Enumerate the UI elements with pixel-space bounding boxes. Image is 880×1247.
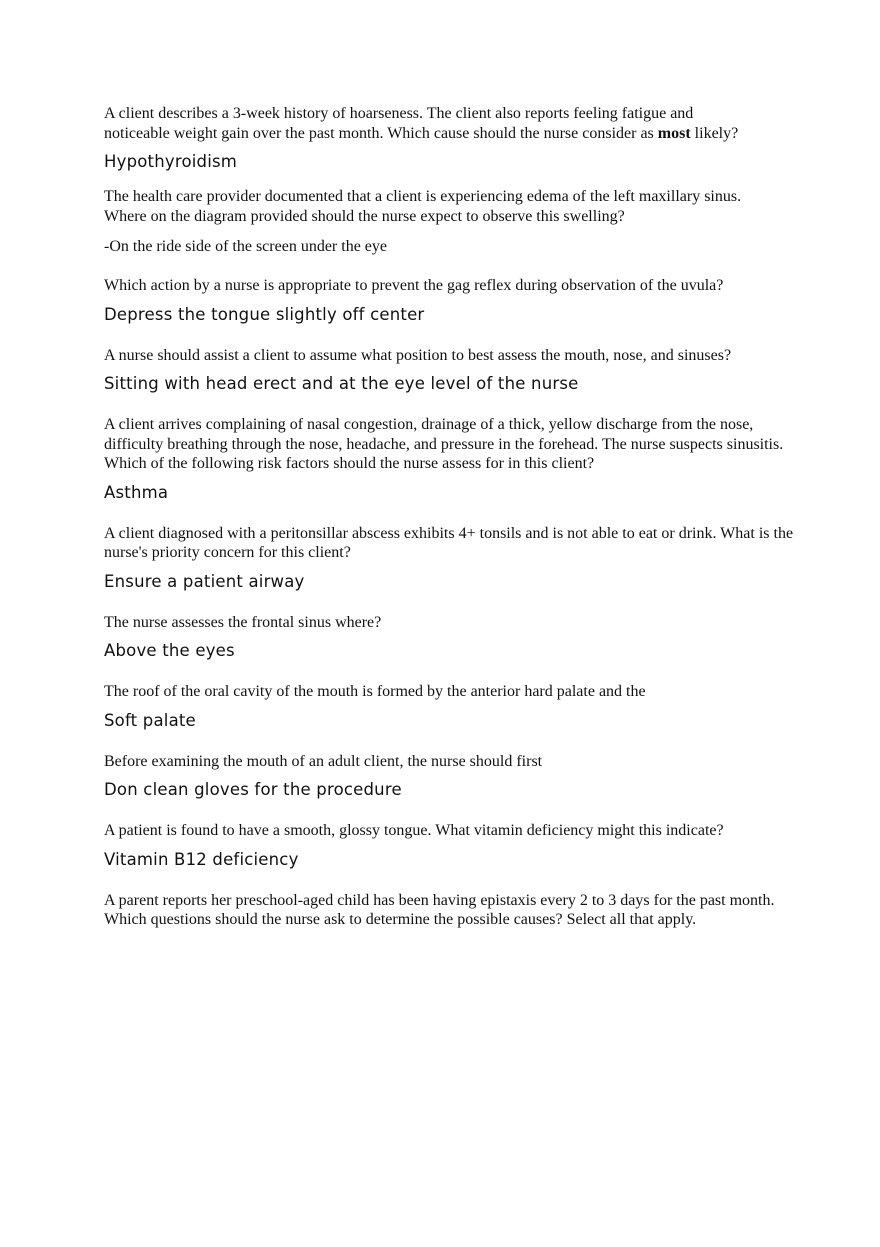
question-text: Before examining the mouth of an adult client, the nurse should first <box>104 752 543 770</box>
answer-text: -On the ride side of the screen under the eye <box>104 238 387 255</box>
qa-item-1 <box>104 104 794 172</box>
answer-text: Sitting with head erect and at the eye level of the nurse <box>104 374 579 393</box>
answer-text: Vitamin B12 deficiency <box>104 849 299 869</box>
qa-item-11 <box>104 891 794 930</box>
question-text: A parent reports her preschool-aged child has been having epistaxis every 2 to 3 days for the past month. Which questions should the nurse ask to determine the possible causes? Select all that apply. <box>104 891 775 928</box>
document-page <box>104 104 794 930</box>
qa-item-5 <box>104 415 794 503</box>
qa-item-10 <box>104 821 794 870</box>
question-text: A nurse should assist a client to assume what position to best assess the mouth, nose, and sinuses? <box>104 346 732 364</box>
qa-item-9 <box>104 752 794 801</box>
answer-text: Depress the tongue slightly off center <box>104 304 425 324</box>
emphasis-text: most <box>657 124 691 142</box>
answer-text: Hypothyroidism <box>104 152 238 171</box>
question-text: The health care provider documented that a client is experiencing edema of the left maxillary sinus. Where on the diagram provided should the nurse expect to observe this swelling? <box>104 188 742 225</box>
qa-item-4 <box>104 346 794 395</box>
question-text: A client diagnosed with a peritonsillar abscess exhibits 4+ tonsils and is not able to eat or drink. What is the nurse's priority concern for this client? <box>104 524 794 561</box>
question-text: The nurse assesses the frontal sinus where? <box>104 613 382 631</box>
qa-item-3 <box>104 276 794 325</box>
question-text: A patient is found to have a smooth, glossy tongue. What vitamin deficiency might this indicate? <box>104 822 724 839</box>
qa-item-7 <box>104 613 794 662</box>
question-text: The roof of the oral cavity of the mouth is formed by the anterior hard palate and the <box>104 683 646 700</box>
answer-text: Asthma <box>104 482 169 502</box>
question-text: A client describes a 3-week history of hoarseness. The client also reports feeling fatigue and noticeable weight gain over the past month. Which cause should the nurse consider as most likely? <box>104 105 739 142</box>
qa-item-8 <box>104 682 794 731</box>
qa-item-2 <box>104 187 794 257</box>
answer-text: Soft palate <box>104 710 196 730</box>
answer-text: Ensure a patient airway <box>104 571 305 591</box>
answer-text: Don clean gloves for the procedure <box>104 780 402 799</box>
question-text: A client arrives complaining of nasal congestion, drainage of a thick, yellow discharge from the nose, difficulty breathing through the nose, headache, and pressure in the forehead. The nurse suspects sinusitis. Which of the following risk factors should the nurse assess for in this client? <box>104 416 784 472</box>
answer-text: Above the eyes <box>104 641 235 660</box>
qa-item-6 <box>104 524 794 592</box>
question-text: Which action by a nurse is appropriate to prevent the gag reflex during observation of the uvula? <box>104 277 724 294</box>
